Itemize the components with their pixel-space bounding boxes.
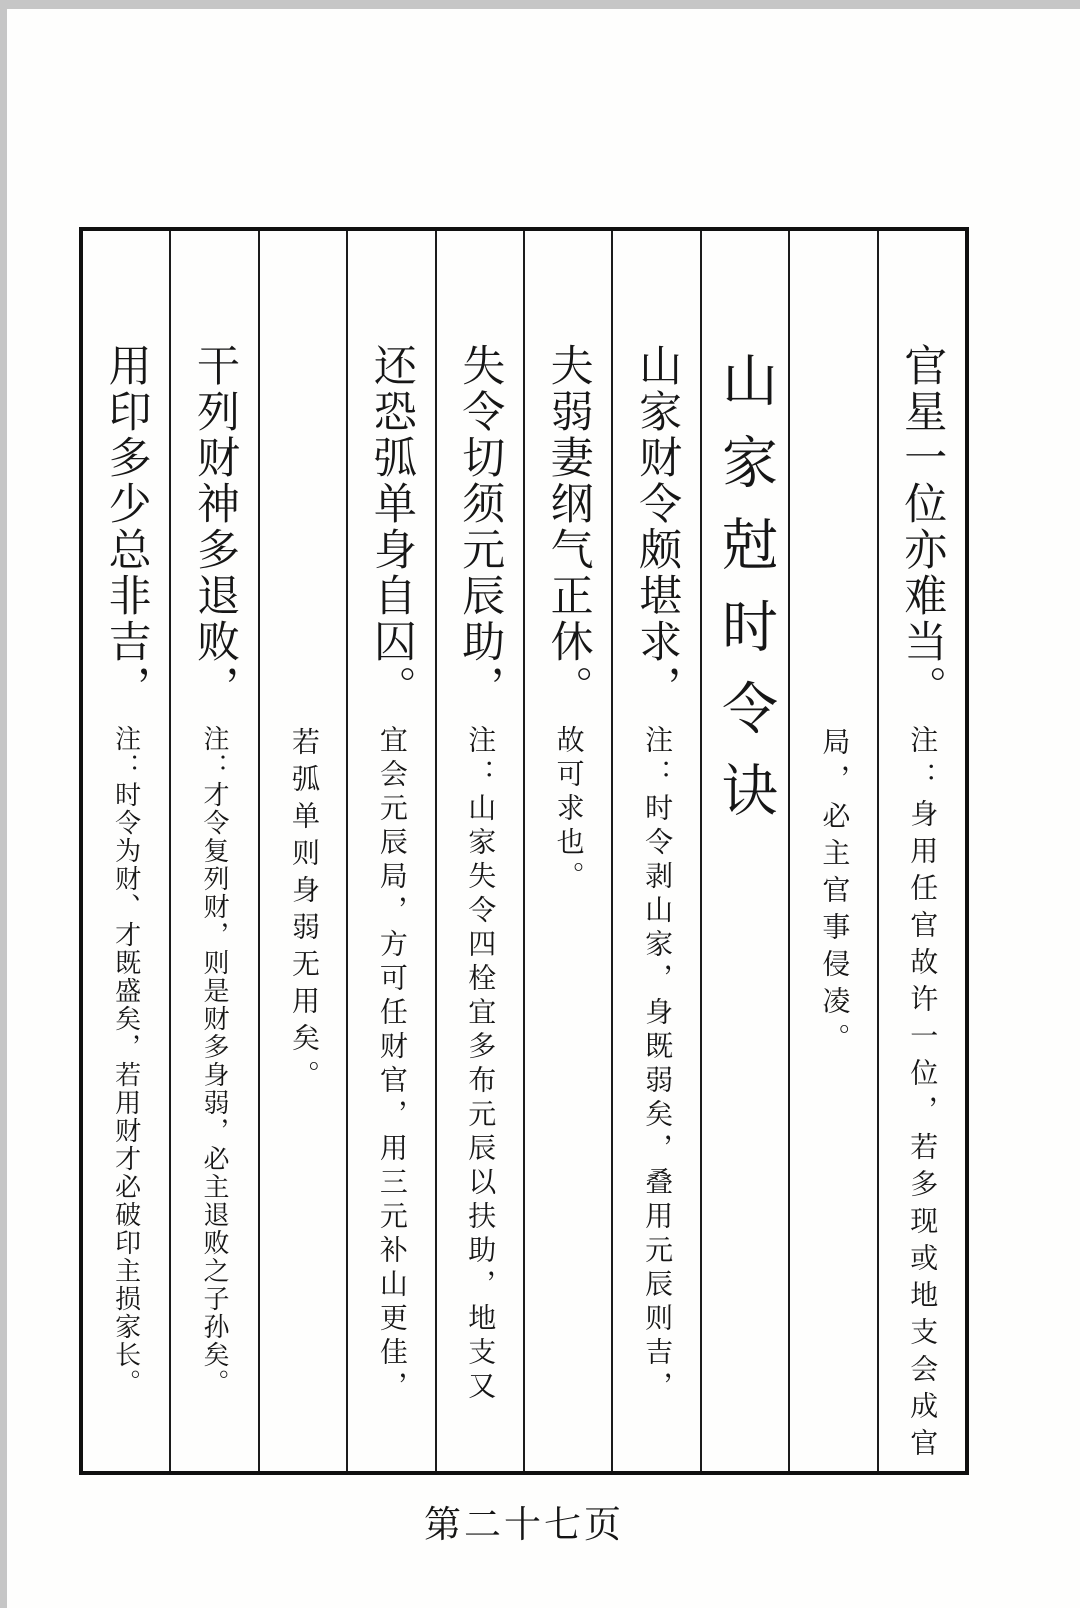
scan-edge-left bbox=[0, 0, 7, 1608]
vertical-text-line bbox=[367, 231, 415, 1471]
verse-text: 山家财令颇堪求， bbox=[633, 343, 681, 711]
note-text: 注：身用任官故许一位，若多现或地支会成官 bbox=[906, 725, 938, 1465]
scan-edge-top bbox=[0, 0, 1080, 9]
note-text: 注：时令为财、才既盛矣，若用财才必破印主损家长。 bbox=[111, 725, 141, 1397]
vertical-text-line bbox=[102, 231, 150, 1471]
section-title: 山家尅时令诀 bbox=[713, 351, 776, 843]
note-text: 故可求也。 bbox=[552, 725, 584, 895]
verse-text: 夫弱妻纲气正休。 bbox=[544, 343, 592, 711]
vertical-text-line bbox=[713, 231, 776, 1471]
column-6-losing-season bbox=[435, 231, 523, 1471]
note-text: 局，必主官事侵凌。 bbox=[818, 727, 850, 1060]
verse-text: 还恐弧单身自囚。 bbox=[367, 343, 415, 711]
column-9-wealth-gods bbox=[169, 231, 257, 1471]
column-5-weak-husband bbox=[523, 231, 611, 1471]
page-number: 第二十七页 bbox=[424, 1505, 624, 1546]
verse-text: 官星一位亦难当。 bbox=[898, 343, 946, 711]
vertical-text-line bbox=[289, 231, 317, 1471]
column-3-section-title bbox=[700, 231, 788, 1471]
column-2-note-continuation bbox=[788, 231, 876, 1471]
verse-text: 用印多少总非吉， bbox=[102, 343, 150, 711]
vertical-text-line bbox=[898, 231, 946, 1471]
note-text: 注：才令复列财，则是财多身弱，必主退败之子孙矣。 bbox=[200, 725, 230, 1397]
note-text: 注：山家失令四栓宜多布元辰以扶助，地支又 bbox=[464, 725, 496, 1405]
verse-table bbox=[79, 227, 969, 1475]
vertical-text-line bbox=[191, 231, 239, 1471]
verse-text: 失令切须元辰助， bbox=[456, 343, 504, 711]
vertical-text-line bbox=[456, 231, 504, 1471]
note-text: 注：时令剥山家，身既弱矣，叠用元辰则吉， bbox=[641, 725, 673, 1405]
vertical-text-line bbox=[633, 231, 681, 1471]
verse-text: 干列财神多退败， bbox=[191, 343, 239, 711]
column-7-lonely-body bbox=[346, 231, 434, 1471]
note-text: 宜会元辰局，方可任财官，用三元补山更佳， bbox=[375, 725, 407, 1405]
column-8-note-continuation bbox=[258, 231, 346, 1471]
note-text: 若弧单则身弱无用矣。 bbox=[287, 727, 319, 1097]
vertical-text-line bbox=[818, 231, 850, 1471]
vertical-text-line bbox=[544, 231, 592, 1471]
column-10-use-seal bbox=[83, 231, 169, 1471]
column-4-mountain-wealth bbox=[611, 231, 699, 1471]
column-1-official-star bbox=[877, 231, 965, 1471]
